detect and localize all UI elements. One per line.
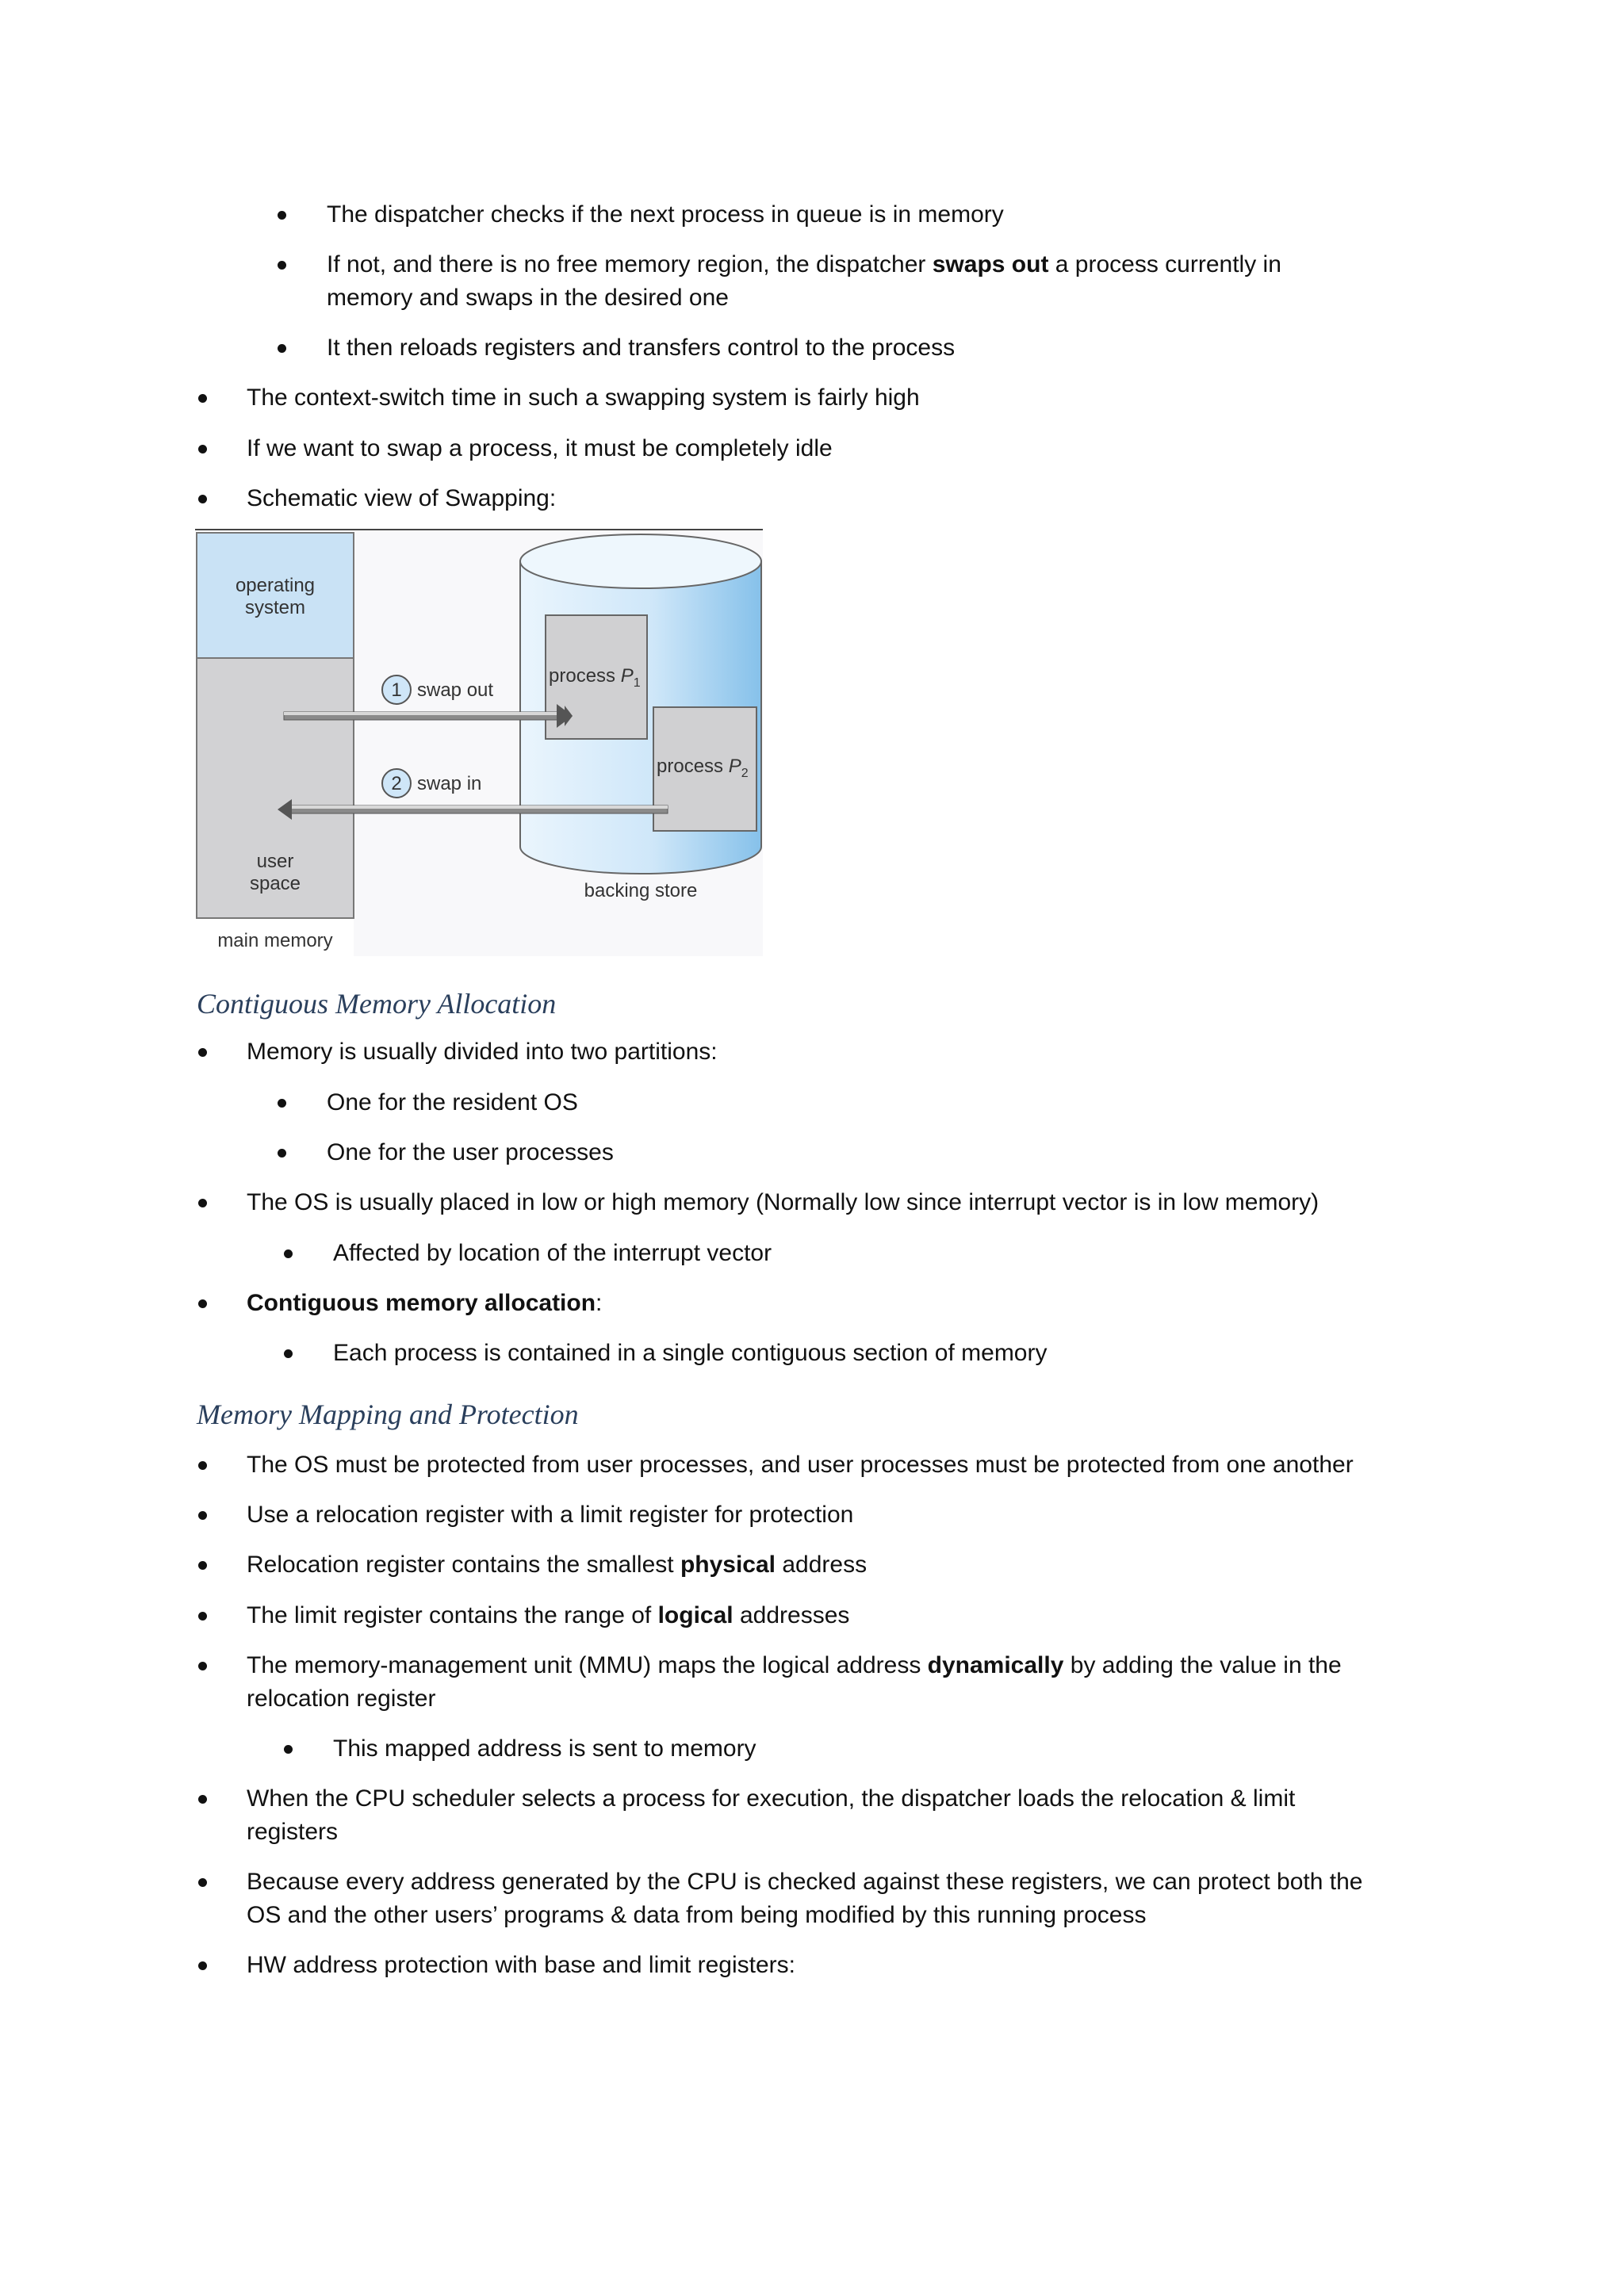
bullet xyxy=(198,1511,207,1520)
bullet xyxy=(198,1461,207,1470)
bullet xyxy=(284,1745,293,1754)
list-item-continuation: registers xyxy=(247,1819,339,1845)
list-item: Use a relocation register with a limit register for protection xyxy=(247,1502,854,1528)
process-p2-box xyxy=(653,707,756,831)
list-item: The context-switch time in such a swapping system is fairly high xyxy=(247,385,920,411)
list-item: One for the user processes xyxy=(327,1139,614,1165)
bullet xyxy=(278,1099,286,1108)
list-item: HW address protection with base and limit registers: xyxy=(247,1952,795,1978)
bullet xyxy=(198,1299,207,1308)
list-item: Contiguous memory allocation: xyxy=(247,1290,603,1316)
bullet xyxy=(198,445,207,453)
list-item: Each process is contained in a single contiguous section of memory xyxy=(333,1340,1048,1366)
os-label: operating xyxy=(235,575,316,596)
swap-out-label: swap out xyxy=(417,679,494,701)
list-item: The dispatcher checks if the next process in queue is in memory xyxy=(327,201,1004,228)
list-item: When the CPU scheduler selects a process for execution, the dispatcher loads the relocation & limit xyxy=(247,1785,1296,1812)
swap-in-label: swap in xyxy=(417,773,482,794)
list-item: If we want to swap a process, it must be completely idle xyxy=(247,435,833,461)
bullet xyxy=(198,394,207,403)
os-label: system xyxy=(244,597,306,618)
process2-label: process xyxy=(657,756,724,777)
process2-var: P xyxy=(728,756,741,777)
main-memory-label: main memory xyxy=(217,930,333,951)
bullet xyxy=(198,1795,207,1804)
bullet xyxy=(278,211,286,220)
section-heading-memory-mapping: Memory Mapping and Protection xyxy=(197,1399,579,1430)
bullet xyxy=(198,1048,207,1057)
svg-text:process P2 xyxy=(657,756,749,780)
bullet xyxy=(198,1961,207,1970)
list-item-continuation: relocation register xyxy=(247,1686,436,1712)
bullet xyxy=(284,1349,293,1358)
bullet xyxy=(284,1249,293,1258)
list-item: The OS is usually placed in low or high memory (Normally low since interrupt vector is in low memory) xyxy=(247,1189,1320,1215)
bullet xyxy=(198,1662,207,1670)
list-item-continuation: OS and the other users’ programs & data from being modified by this running process xyxy=(247,1902,1147,1928)
list-item: Memory is usually divided into two partitions: xyxy=(247,1039,718,1065)
backing-store-label: backing store xyxy=(584,880,698,901)
list-item: This mapped address is sent to memory xyxy=(333,1735,756,1762)
process1-subscript: 1 xyxy=(633,676,641,690)
step-2-number: 2 xyxy=(391,773,402,794)
list-item: The memory-management unit (MMU) maps the logical address dynamically by adding the value in the xyxy=(247,1652,1342,1678)
list-item: One for the resident OS xyxy=(327,1089,578,1115)
bullet xyxy=(278,261,286,270)
bullet xyxy=(198,495,207,503)
list-item: The OS must be protected from user processes, and user processes must be protected from one another xyxy=(247,1452,1354,1478)
list-item-continuation: memory and swaps in the desired one xyxy=(327,285,729,311)
list-item: Schematic view of Swapping: xyxy=(247,485,557,511)
bullet xyxy=(198,1199,207,1207)
main-memory-column xyxy=(197,533,354,951)
list-item: Because every address generated by the CPU is checked against these registers, we can protect both the xyxy=(247,1869,1363,1895)
bullet xyxy=(198,1878,207,1887)
process1-label: process xyxy=(549,665,616,687)
bullet xyxy=(198,1561,207,1570)
swapping-diagram xyxy=(195,528,763,956)
list-item: Affected by location of the interrupt vector xyxy=(333,1240,772,1266)
user-space-label: space xyxy=(249,873,301,894)
list-item: If not, and there is no free memory region, the dispatcher swaps out a process currently in xyxy=(327,251,1281,277)
bullet xyxy=(198,1612,207,1621)
step-1-number: 1 xyxy=(391,679,402,701)
bullet xyxy=(278,344,286,353)
bullet xyxy=(278,1149,286,1158)
process1-var: P xyxy=(620,665,634,687)
section-heading-contiguous: Contiguous Memory Allocation xyxy=(197,988,557,1020)
user-space-label: user xyxy=(256,851,294,872)
list-item: It then reloads registers and transfers control to the process xyxy=(327,335,956,361)
svg-text:process P1 xyxy=(549,665,641,690)
list-item: Relocation register contains the smallest physical address xyxy=(247,1552,868,1578)
process2-subscript: 2 xyxy=(741,767,749,780)
list-item: The limit register contains the range of logical addresses xyxy=(247,1602,850,1628)
